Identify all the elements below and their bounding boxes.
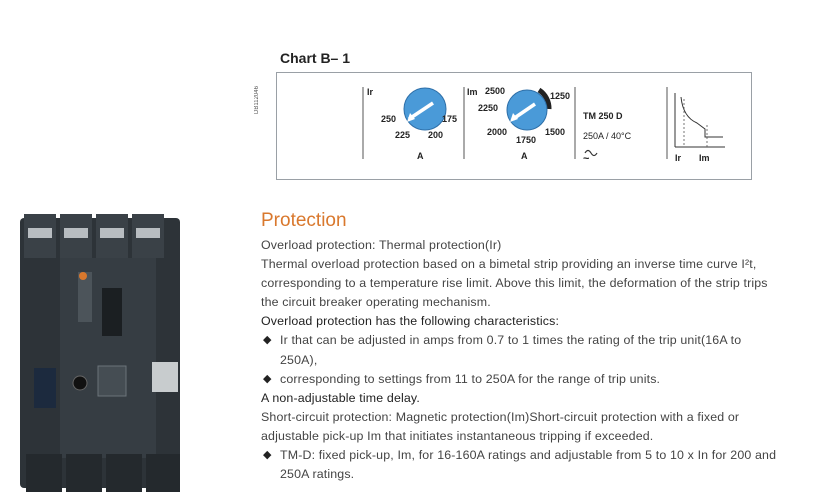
list-item-text: TM-D: fixed pick-up, Im, for 16-160A ratings and adjustable from 5 to 10 x In for 200 and 250A ratings. bbox=[280, 448, 777, 482]
ir-tick: 175 bbox=[442, 114, 458, 124]
list-item-text: corresponding to settings from 11 to 250A for the range of trip units. bbox=[280, 371, 661, 386]
im-tick: 1250 bbox=[550, 91, 571, 101]
trip-curve-graph bbox=[675, 93, 725, 147]
ir-tick: 200 bbox=[428, 130, 444, 140]
bullet-diamond-icon: ◆ bbox=[263, 449, 272, 462]
model-label: TM 250 D bbox=[583, 111, 623, 121]
im-tick: 1750 bbox=[516, 135, 537, 145]
im-dial[interactable] bbox=[507, 90, 549, 130]
paragraph: Overload protection has the following characteristics: bbox=[261, 314, 560, 329]
list-item bbox=[261, 331, 781, 369]
paragraph: A non-adjustable time delay. bbox=[261, 390, 420, 405]
im-tick: 2500 bbox=[485, 86, 506, 96]
im-label: Im bbox=[467, 87, 478, 97]
ir-dial[interactable] bbox=[404, 88, 446, 130]
im-unit: A bbox=[521, 151, 528, 161]
chart-title: Chart B– 1 bbox=[280, 50, 351, 66]
ac-symbol-text: ~ bbox=[583, 153, 590, 165]
chart-side-id: DB112046 bbox=[254, 86, 260, 114]
circuit-breaker-image bbox=[20, 208, 200, 496]
im-tick: 1500 bbox=[545, 127, 566, 137]
bullet-diamond-icon: ◆ bbox=[263, 372, 272, 385]
paragraph: Short-circuit protection: Magnetic protection(Im)Short-circuit protection with a fixed or adjustable pick-up Im that initiates instantaneous tripping if exceeded. bbox=[261, 409, 740, 443]
trip-unit-chart bbox=[276, 72, 752, 180]
rating-spec: 250A / 40°C bbox=[583, 131, 632, 141]
ir-tick: 225 bbox=[395, 130, 411, 140]
trip-unit-graphics bbox=[277, 73, 753, 181]
ir-label: Ir bbox=[367, 87, 374, 97]
protection-title: Protection bbox=[261, 210, 347, 231]
curve-label-im: Im bbox=[699, 153, 710, 163]
paragraph: Thermal overload protection based on a bimetal strip providing an inverse time curve I²t, corresponding to a temperature rise limit. Above this limit, the deformation of the strip trips the circuit breaker operating mechanism. bbox=[261, 257, 768, 310]
im-tick: 2000 bbox=[487, 127, 508, 137]
im-tick: 2250 bbox=[478, 103, 499, 113]
protection-text bbox=[261, 236, 781, 484]
paragraph: Overload protection: Thermal protection(Ir) bbox=[261, 238, 502, 252]
list-item bbox=[261, 370, 781, 389]
curve-label-ir: Ir bbox=[675, 153, 682, 163]
bullet-diamond-icon: ◆ bbox=[263, 334, 272, 347]
list-item bbox=[261, 446, 781, 484]
list-item-text: Ir that can be adjusted in amps from 0.7 to 1 times the rating of the trip unit(16A to 250A), bbox=[280, 333, 742, 367]
ir-tick: 250 bbox=[381, 114, 397, 124]
ir-unit: A bbox=[417, 151, 424, 161]
